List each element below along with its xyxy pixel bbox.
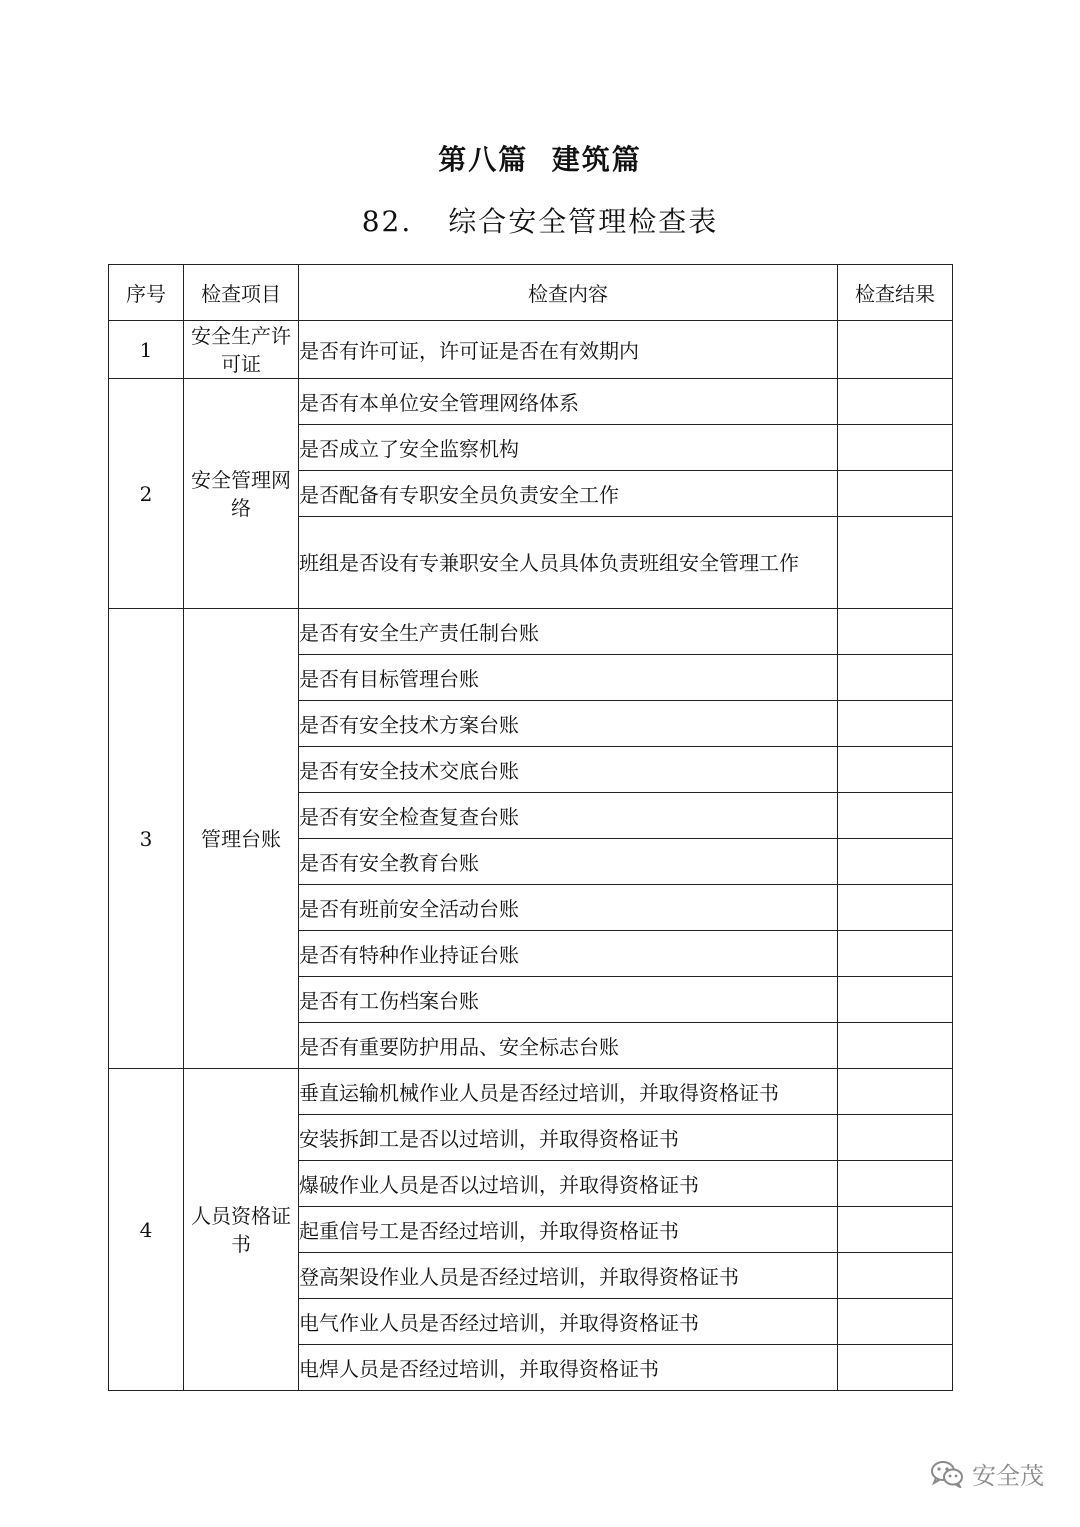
safety-checklist-table	[108, 264, 953, 1391]
wechat-icon	[930, 1460, 964, 1488]
header-content: 检查内容	[299, 265, 838, 321]
content-cell: 是否有特种作业持证台账	[299, 931, 838, 977]
section-title-text: 综合安全管理检查表	[448, 205, 719, 238]
section-number: 82.	[361, 205, 413, 238]
item-cell: 管理台账	[184, 609, 299, 1069]
watermark	[930, 1456, 1044, 1491]
result-cell[interactable]	[838, 517, 953, 609]
watermark-text: 安全茂	[972, 1462, 1044, 1490]
result-cell[interactable]	[838, 747, 953, 793]
seq-cell: 2	[109, 379, 184, 609]
result-cell[interactable]	[838, 977, 953, 1023]
result-cell[interactable]	[838, 1069, 953, 1115]
content-cell: 是否有许可证，许可证是否在有效期内	[299, 321, 838, 379]
content-cell: 是否成立了安全监察机构	[299, 425, 838, 471]
content-cell: 是否有安全检查复查台账	[299, 793, 838, 839]
content-cell: 是否有安全生产责任制台账	[299, 609, 838, 655]
item-cell: 人员资格证书	[184, 1069, 299, 1391]
result-cell[interactable]	[838, 793, 953, 839]
result-cell[interactable]	[838, 1207, 953, 1253]
content-cell: 是否有目标管理台账	[299, 655, 838, 701]
content-cell: 起重信号工是否经过培训，并取得资格证书	[299, 1207, 838, 1253]
seq-cell: 4	[109, 1069, 184, 1391]
content-cell: 电焊人员是否经过培训，并取得资格证书	[299, 1345, 838, 1391]
result-cell[interactable]	[838, 1253, 953, 1299]
content-cell: 班组是否设有专兼职安全人员具体负责班组安全管理工作	[299, 517, 838, 609]
section-title	[0, 200, 1080, 240]
result-cell[interactable]	[838, 1299, 953, 1345]
seq-cell: 3	[109, 609, 184, 1069]
content-cell: 是否有班前安全活动台账	[299, 885, 838, 931]
content-cell: 安装拆卸工是否以过培训，并取得资格证书	[299, 1115, 838, 1161]
seq-cell: 1	[109, 321, 184, 379]
result-cell[interactable]	[838, 839, 953, 885]
header-item: 检查项目	[184, 265, 299, 321]
content-cell: 是否有安全技术方案台账	[299, 701, 838, 747]
content-cell: 电气作业人员是否经过培训，并取得资格证书	[299, 1299, 838, 1345]
table-row	[109, 1069, 953, 1115]
result-cell[interactable]	[838, 1023, 953, 1069]
result-cell[interactable]	[838, 931, 953, 977]
result-cell[interactable]	[838, 1161, 953, 1207]
result-cell[interactable]	[838, 655, 953, 701]
content-cell: 是否有本单位安全管理网络体系	[299, 379, 838, 425]
result-cell[interactable]	[838, 425, 953, 471]
content-cell: 登高架设作业人员是否经过培训，并取得资格证书	[299, 1253, 838, 1299]
table-row	[109, 379, 953, 425]
result-cell[interactable]	[838, 321, 953, 379]
table-row	[109, 321, 953, 379]
result-cell[interactable]	[838, 379, 953, 425]
content-cell: 垂直运输机械作业人员是否经过培训，并取得资格证书	[299, 1069, 838, 1115]
content-cell: 是否有安全技术交底台账	[299, 747, 838, 793]
content-cell: 是否有重要防护用品、安全标志台账	[299, 1023, 838, 1069]
header-result: 检查结果	[838, 265, 953, 321]
content-cell: 是否有工伤档案台账	[299, 977, 838, 1023]
item-cell: 安全管理网络	[184, 379, 299, 609]
header-seq: 序号	[109, 265, 184, 321]
result-cell[interactable]	[838, 701, 953, 747]
chapter-title: 第八篇 建筑篇	[438, 143, 642, 176]
content-cell: 是否配备有专职安全员负责安全工作	[299, 471, 838, 517]
content-cell: 是否有安全教育台账	[299, 839, 838, 885]
result-cell[interactable]	[838, 471, 953, 517]
result-cell[interactable]	[838, 1115, 953, 1161]
result-cell[interactable]	[838, 609, 953, 655]
content-cell: 爆破作业人员是否以过培训，并取得资格证书	[299, 1161, 838, 1207]
item-cell: 安全生产许可证	[184, 321, 299, 379]
result-cell[interactable]	[838, 1345, 953, 1391]
table-row	[109, 609, 953, 655]
table-header-row	[109, 265, 953, 321]
result-cell[interactable]	[838, 885, 953, 931]
